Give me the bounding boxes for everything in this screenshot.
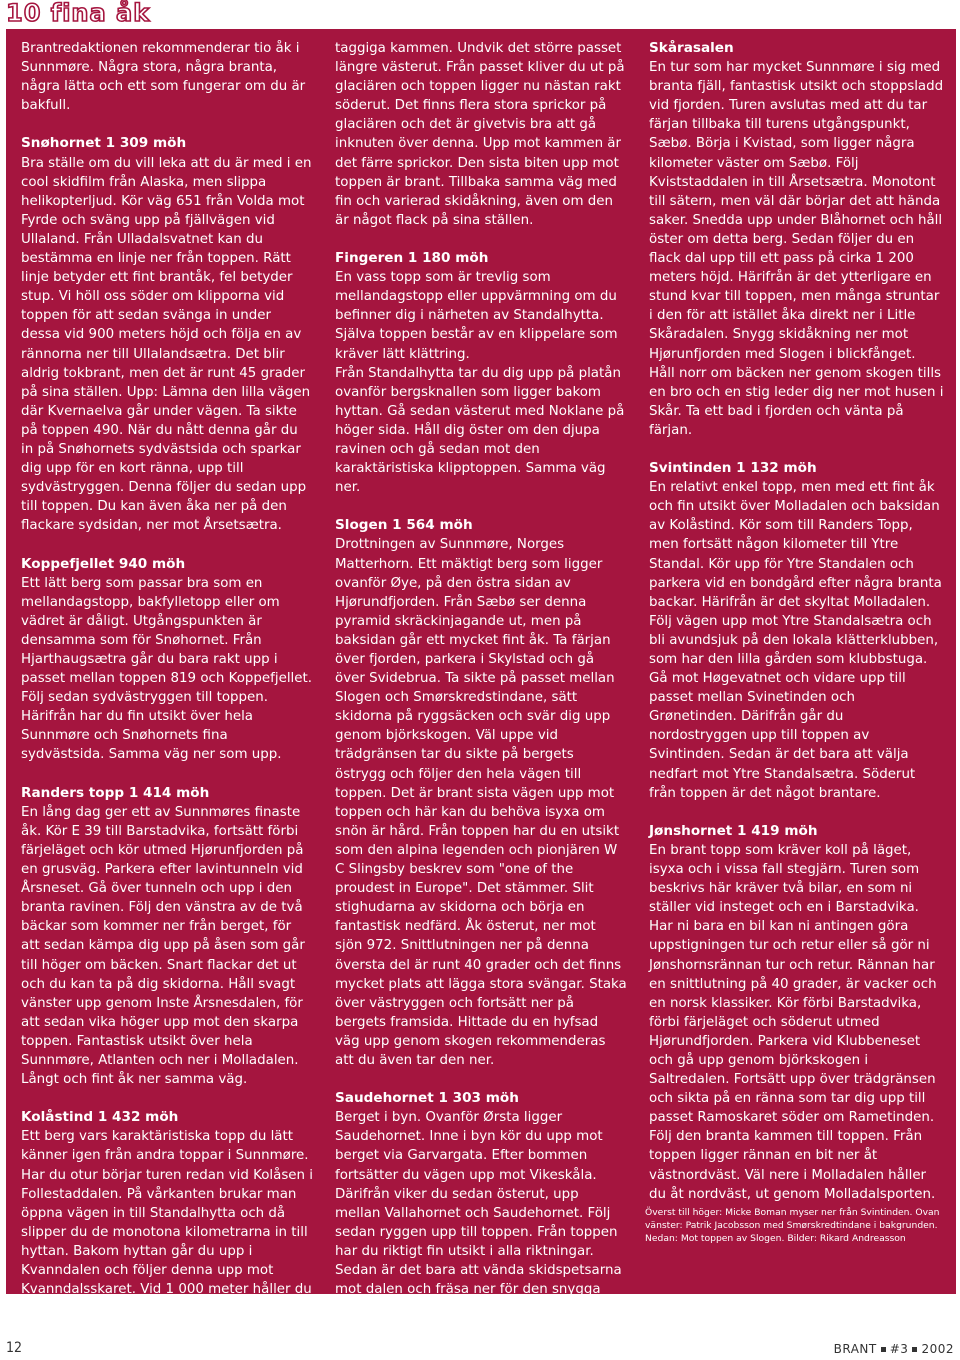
section-text: Drottningen av Sunnmøre, Norges Matterhorn. Ett mäktigt berg som ligger ovanför Øye, på den östra sidan av Hjørundfjorden. Från Sæbø ser denna pyramid skräckinjagande ut, men på baksidan går ett mycket fint åk. Ta färjan över fjorden, parkera i Skylstad och gå över Svidebrua. Ta sikte på passet mellan Slogen och Smørskredstindane, sätt skidorna på ryggsäcken och svär dig upp genom björkskogen. Väl uppe vid trädgränsen tar du sikte på bergets östrygg och följer den hela vägen till toppen. Det är brant sista vägen upp mot toppen och här kan du behöva isyxa om snön är hård. Från toppen har du en utsikt som den alpina legenden och pionjären W C Slingsby beskrev som "one of the proudest in Europe". Det stämmer. Slit stighudarna av skidorna och börja en fantastisk nedfärd. Åk österut, ner mot sjön 972. Snittlutningen ner på denna översta del är runt 40 grader och det finns mycket plats att lägga stora svängar. Staka över västryggen och fortsätt ner på bergets framsida. Hittade du en hyfsad väg upp genom skogen rekommenderas att du även tar den ner. (335, 537, 627, 1068)
section-text: En lång dag ger ett av Sunnmøres finaste åk. Kör E 39 till Barstadvika, fortsätt förbi färjeläget och kör utmed Hjørunfjorden på en grusväg. Parkera efter lavintunneln vid Årsneset. Gå över tunneln och upp i den branta ravinen. Följ den vänstra av de två bäckar som kommer ner från berget, för att sedan kämpa dig upp på åsen som går till höger om bäcken. Snart flackar det ut och du kan ta på dig skidorna. Håll svagt vänster upp genom Inste Årsnesdalen, för att sedan vika höger upp mot den skarpa toppen. Fantastisk utsikt över hela Sunnmøre, Atlanten och ner i Molladalen. Långt och fint åk ner samma väg. (21, 804, 305, 1088)
bullet-icon (881, 1347, 886, 1352)
section-text: En vass topp som är trevlig som mellandagstopp eller uppvärmning om du befinner dig i närheten av Standalhytta. Själva toppen består av en klippelare som kräver lätt klättring. (335, 270, 618, 362)
column-3 (649, 39, 945, 1223)
section-text: En relativt enkel topp, men med ett fint åk och fin utsikt över Molladalen och baksidan av Kolåstind. Kör som till Randers Topp, men fortsätt någon kilometer till Ytre Standal. Kör upp för Ytre Standalen och parkera vid en bondgård efter några branta backar. Härifrån är det skyltat Molladalen. Följ vägen upp mot Ytre Standalsætra och bli avundsjuk på den lokala klätterklubben, som har den lilla gården som klubbstuga. Gå mot Høgevatnet och vidare upp till passet mellan Svinetinden och Grønetinden. Därifrån går du nordostryggen upp till toppen av Svintinden. Sedan är det bara att välja nedfart mot Ytre Standalsætra. Söderut från toppen är det något brantare. (649, 480, 942, 801)
intro-text: Brantredaktionen rekommenderar tio åk i Sunnmøre. Några stora, några branta, några lätta och ett som fungerar om du är bakfull. (21, 41, 306, 114)
issue-year: 2002 (921, 1342, 954, 1356)
photo-caption: Överst till höger: Micke Boman myser ner från Svintinden. Ovan vänster: Patrik Jacobsson med Smørskredtindane i bakgrunden. Nedan: Mot toppen av Slogen. Bilder: Rikard Andreasson (645, 1207, 940, 1244)
bullet-icon (912, 1347, 917, 1352)
page-title: 10 fina åk (6, 0, 151, 27)
magazine-name: BRANT (833, 1342, 877, 1356)
section-text: Berget i byn. Ovanför Ørsta ligger Saudehornet. Inne i byn kör du upp mot berget via Garvargata. Efter bommen fortsätter du vägen upp mot Vikeskåla. Därifrån viker du sedan österut, upp mellan Vallahornet och Saudehornet. Följ sedan ryggen upp till toppen. Från toppen har du riktigt fin utsikt i alla riktningar. Sedan är det bara att vända skidspetsarna mot dalen och fräsa ner för den snygga bergssidan som vetter mot Vikeskåla och Ørsta. (335, 1110, 622, 1336)
section-text: Ett lätt berg som passar bra som en mellandagstopp, bakfylletopp eller om vädret är dåligt. Utgångspunkten är densamma som för Snøhornet. Från Hjarthaugsætra går du bara rakt upp i passet mellan toppen 819 och Koppefjellet. Följ sedan sydvästryggen till toppen. Härifrån har du fin utsikt över hela Sunnmøre och Snøhornets fina sydvästsida. Samma väg ner som upp. (21, 575, 313, 763)
section-text: En tur som har mycket Sunnmøre i sig med branta fjäll, fantastisk utsikt och stoppsladd vid fjorden. Turen avslutas med att du tar färjan tillbaka till turens utgångspunkt, Sæbø. Börja i Kvistad, som ligger några kilometer väster om Sæbø. Följ Kviststaddalen in till Årsetsætra. Monotont till sätern, men väl där börjar det att hända saker. Snedda upp under Blåhornet och håll öster om detta berg. Sedan följer du en flack dal upp till ett pass på cirka 1 200 meters höjd. Härifrån är det ytterligare en stund kvar till toppen, men många struntar i den för att istället åka direkt ner i Litle Skåradalen. Snygg skidåkning ner mot Hjørunfjorden med Slogen i blickfånget. Håll norr om bäcken ner genom skogen tills en bro och en stig leder dig ner mot husen i Skår. Ta ett bad i fjorden och vänta på färjan. (649, 60, 944, 438)
page-number: 12 (6, 1340, 23, 1356)
section-text: Från Standalhytta tar du dig upp på platån ovanför bergsknallen som ligger bakom hyttan. Gå sedan västerut med Noklane på höger sida. Håll dig öster om den djupa ravinen och gå sedan mot den karaktäristiska klipptoppen. Samma väg ner. (335, 365, 625, 496)
section-text: Bra ställe om du vill leka att du är med i en cool skidfilm från Alaska, men slippa helikopterljud. Kör väg 651 från Volda mot Fyrde och sväng upp på fjällvägen vid Ullaland. Från Ulladalsvatnet kan du bestämma en linje ner från toppen. Rätt linje betyder ett fint brantåk, fel betyder stup. Vi höll oss söder om klipporna vid toppen för att sedan svänga in under dessa vid 900 meters höjd och följa en av rännorna ner till Ullalandsætra. Det blir aldrig tokbrant, men det är runt 45 grader på sina ställen. Upp: Lämna den lilla vägen där Kvernaelva går under vägen. Ta sikte på toppen 490. När du nått denna går du in på Snøhornets sydvästsida och sparkar dig upp för en kort ränna, upp till sydvästryggen. Denna följer du sedan upp till toppen. Du kan även åka ner på den flackare sydsidan, ner mot Årsetsætra. (21, 155, 312, 534)
section-title: Jønshornet 1 419 möh (649, 822, 818, 839)
column-1 (21, 39, 313, 1356)
section-title: Skårasalen (649, 40, 734, 56)
section-text: En brant topp som kräver koll på läget, isyxa och i vissa fall stegjärn. Turen som beskrivs här kräver två bilar, en som ni ställer vid insteget och en i Barstadvika. Har ni bara en bil kan ni antingen göra uppstigningen tur och retur eller så gör ni Jønshornsrännan tur och retur. Rännan har en snittlutning på 40 grader, är vacker och en norsk klassiker. Kör förbi Barstadvika, förbi färjeläget och söderut utmed Hjørundfjorden. Parkera vid Klubbeneset och gå upp genom björkskogen i Saltredalen. Fortsätt upp över trädgränsen och sikta på en ränna som tar dig upp till passet Ramoskaret söder om Rametinden. Följ den branta kammen till toppen. Från toppen ligger rännan en bit ner åt västnordväst. Väl nere i Molladalen håller du åt nordväst, ut genom Molladalsporten. (649, 842, 937, 1202)
section-title: Saudehornet 1 303 möh (335, 1090, 519, 1107)
header (6, 0, 150, 26)
section-title: Randers topp 1 414 möh (21, 784, 210, 801)
section-title: Fingeren 1 180 möh (335, 250, 489, 267)
section-title: Snøhornet 1 309 möh (21, 135, 187, 152)
issue-number: #3 (889, 1342, 909, 1356)
continued-text: taggiga kammen. Undvik det större passet längre västerut. Från passet kliver du ut på glaciären och toppen ligger nu nästan rakt söderut. Det finns flera stora sprickor på glaciären och det är givetvis bra att gå inknuten över denna. Upp mot kammen är det färre sprickor. Den sista biten upp mot toppen är brant. Tillbaka samma väg med fin och varierad skidåkning, även om den är något flack på sina ställen. (335, 41, 625, 228)
section-title: Koppefjellet 940 möh (21, 555, 186, 572)
section-title: Slogen 1 564 möh (335, 517, 473, 534)
section-text: Ett berg vars karaktäristiska topp du lätt känner igen från andra toppar i Sunnmøre. Har du otur börjar turen redan vid Kolåsen i Follestaddalen. På vårkanten brukar man öppna vägen in till Standalhytta och då slipper du de monotona kilometrarna in till hyttan. Bakom hyttan går du upp i Kvanndalen och följer denna upp mot Kvanndalsskaret. Vid 1 000 meter håller du sedan sydväst upp mot Stretet, som är ett litet pass i den (21, 1129, 313, 1336)
magazine-footer (834, 1342, 954, 1356)
section-title: Kolåstind 1 432 möh (21, 1109, 179, 1126)
column-2 (335, 39, 627, 1356)
section-title: Svintinden 1 132 möh (649, 460, 817, 477)
article-panel (6, 29, 956, 1336)
